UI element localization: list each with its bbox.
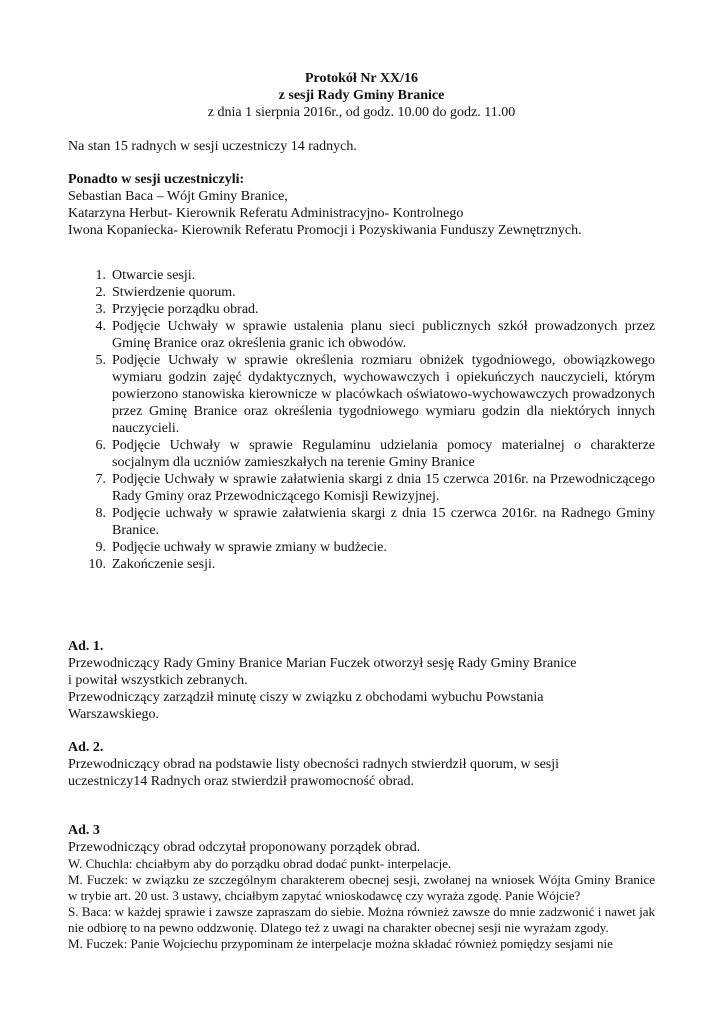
ad2-heading: Ad. 2.: [68, 740, 104, 755]
ad3-statement: W. Chuchla: chciałbym aby do porządku obrad dodać punkt- interpelacje.: [68, 856, 452, 871]
ad2-line: Przewodniczący obrad na podstawie listy obecności radnych stwierdził quorum, w sesji: [68, 757, 560, 772]
agenda-item-text: Otwarcie sesji.: [112, 268, 196, 283]
agenda-item-text: Przyjęcie porządku obrad.: [112, 302, 259, 317]
ad1-line: Przewodniczący Rady Gminy Branice Marian Fuczek otworzył sesję Rady Gminy Branice: [68, 656, 577, 671]
ad1-section: [68, 638, 655, 723]
ad3-heading: Ad. 3: [68, 823, 100, 838]
ad3-statement: S. Baca: w każdej sprawie i zawsze zapraszam do siebie. Można również zawsze do mnie zadzwonić i nawet jak nie odbiorę to na pewno oddzwonię. Dlatego też z uwagi na charakter obecnej sesji nie wyrażam zgody.: [68, 904, 655, 935]
participant-line: Sebastian Baca – Wójt Gminy Branice,: [68, 189, 288, 204]
ad1-heading: Ad. 1.: [68, 639, 104, 654]
participants-heading: Ponadto w sesji uczestniczyli:: [68, 172, 245, 187]
ad2-section: [68, 739, 655, 790]
agenda-item-text: Podjęcie uchwały w sprawie załatwienia skargi z dnia 15 czerwca 2016r. na Radnego Gminy Branice.: [112, 506, 655, 538]
agenda-item-text: Podjęcie Uchwały w sprawie Regulaminu udzielania pomocy materialnej o charakterze socjalnym dla uczniów zamieszkałych na terenie Gminy Branice: [112, 438, 655, 470]
attendance-paragraph: [68, 138, 655, 155]
ad1-line: i powitał wszystkich zebranych.: [68, 673, 248, 688]
agenda-item-number: 7.: [95, 472, 106, 487]
agenda-item-number: 2.: [95, 285, 106, 300]
agenda-item-number: 6.: [95, 438, 106, 453]
agenda-item-text: Stwierdzenie quorum.: [112, 285, 236, 300]
agenda-item: [68, 437, 655, 471]
agenda-item-number: 4.: [95, 319, 106, 334]
document-subtitle: z sesji Rady Gminy Branice: [278, 88, 445, 103]
agenda-item: [68, 556, 655, 573]
agenda-item: [68, 318, 655, 352]
participants-section: [68, 171, 655, 239]
agenda-item-number: 10.: [88, 557, 106, 572]
agenda-item-number: 9.: [95, 540, 106, 555]
session-date-line: z dnia 1 sierpnia 2016r., od godz. 10.00 do godz. 11.00: [207, 105, 516, 120]
agenda-item: [68, 352, 655, 437]
attendance-text: Na stan 15 radnych w sesji uczestniczy 14 radnych.: [68, 139, 357, 154]
document-header: [68, 70, 655, 121]
document-title: Protokół Nr XX/16: [304, 71, 419, 86]
agenda-item: [68, 539, 655, 556]
participant-line: Iwona Kopaniecka- Kierownik Referatu Promocji i Pozyskiwania Funduszy Zewnętrznych.: [68, 223, 582, 238]
agenda-item-number: 3.: [95, 302, 106, 317]
ad3-statement: M. Fuczek: Panie Wojciechu przypominam że interpelacje można składać również pomiędzy sesjami nie: [68, 936, 613, 951]
agenda-item-text: Zakończenie sesji.: [112, 557, 216, 572]
agenda-item: [68, 301, 655, 318]
agenda-item: [68, 505, 655, 539]
ad1-line: Warszawskiego.: [68, 707, 160, 722]
agenda-item-number: 1.: [95, 268, 106, 283]
agenda-item-text: Podjęcie Uchwały w sprawie ustalenia planu sieci publicznych szkół prowadzonych przez Gminę Branice oraz określenia granic ich obwodów.: [112, 319, 655, 351]
ad2-line: uczestniczy14 Radnych oraz stwierdził prawomocność obrad.: [68, 774, 414, 789]
ad3-statement: M. Fuczek: w związku ze szczególnym charakterem obecnej sesji, zwołanej na wniosek Wójta Gminy Branice w trybie art. 20 ust. 3 ustawy, chciałbym zapytać wnioskodawcę czy wyraża zgodę. Panie Wójcie?: [68, 872, 655, 903]
ad3-section: [68, 822, 655, 952]
agenda-item-text: Podjęcie Uchwały w sprawie określenia rozmiaru obniżek tygodniowego, obowiązkowego wymiaru godzin zajęć dydaktycznych, wychowawczych i opiekuńczych nauczycieli, którym powierzono stanowiska kierownicze w placówkach oświatowo-wychowawczych prowadzonych przez Gminę Branice oraz określenia tygodniowego wymiaru godzin dla niektórych innych nauczycieli.: [112, 353, 655, 436]
agenda-item-number: 8.: [95, 506, 106, 521]
agenda-item: [68, 471, 655, 505]
agenda-item: [68, 267, 655, 284]
participant-line: Katarzyna Herbut- Kierownik Referatu Administracyjno- Kontrolnego: [68, 206, 464, 221]
ad1-line: Przewodniczący zarządził minutę ciszy w związku z obchodami wybuchu Powstania: [68, 690, 544, 705]
agenda-item-text: Podjęcie Uchwały w sprawie załatwienia skargi z dnia 15 czerwca 2016r. na Przewodniczącego Rady Gminy oraz Przewodniczącego Komisji Rewizyjnej.: [112, 472, 655, 504]
agenda-item-number: 5.: [95, 353, 106, 368]
agenda-list: [68, 267, 655, 573]
ad3-intro: Przewodniczący obrad odczytał proponowany porządek obrad.: [68, 840, 421, 855]
agenda-item-text: Podjęcie uchwały w sprawie zmiany w budżecie.: [112, 540, 387, 555]
agenda-item: [68, 284, 655, 301]
